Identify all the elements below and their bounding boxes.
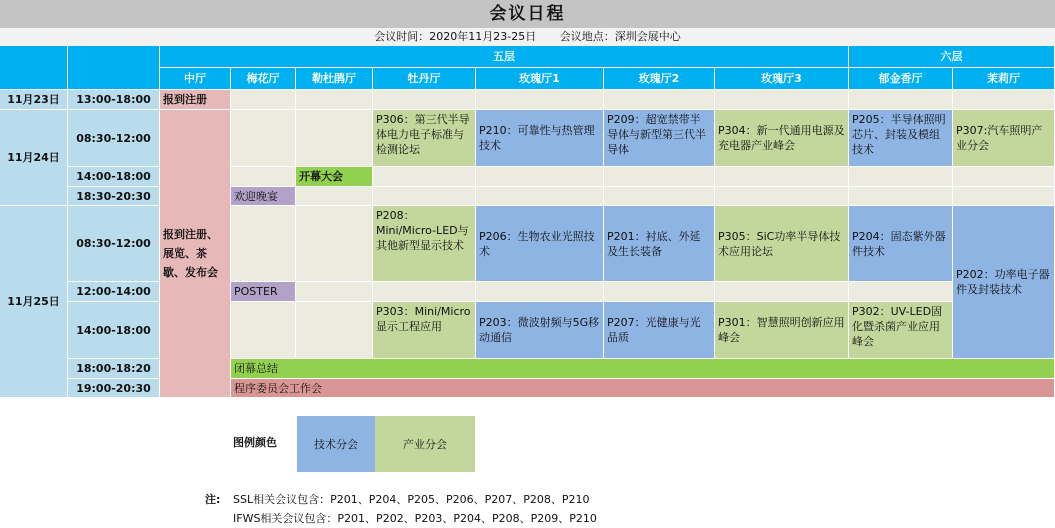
hall-header: 郁金香厅	[849, 68, 953, 90]
empty-cell	[296, 206, 373, 282]
empty-cell	[715, 282, 849, 302]
session-p205: P205：半导体照明芯片、封装及模组技术	[849, 110, 953, 167]
page-title: 会议日程	[0, 0, 1055, 28]
time-label: 08:30-12:00	[68, 110, 160, 167]
empty-cell	[373, 90, 476, 110]
empty-cell	[373, 187, 476, 206]
time-label: 13:00-18:00	[68, 90, 160, 110]
session-p207: P207：光健康与光品质	[604, 302, 715, 359]
empty-cell	[373, 167, 476, 187]
session-p305: P305：SiC功率半导体技术应用论坛	[715, 206, 849, 282]
day-label: 11月24日	[0, 110, 68, 206]
empty-cell	[604, 90, 715, 110]
session-p301: P301：智慧照明创新应用峰会	[715, 302, 849, 359]
session-p210: P210：可靠性与热管理技术	[476, 110, 604, 167]
corner-time	[68, 46, 160, 90]
hall-header: 玫瑰厅2	[604, 68, 715, 90]
empty-cell	[953, 90, 1055, 110]
empty-cell	[715, 90, 849, 110]
meeting-info	[0, 28, 1055, 46]
session-p202: P202：功率电子器件及封装技术	[953, 206, 1055, 359]
event-registration: 报到注册	[160, 90, 231, 110]
hall-header: 梅花厅	[231, 68, 296, 90]
event-closing: 闭幕总结	[231, 359, 1055, 379]
empty-cell	[953, 167, 1055, 187]
session-p201: P201：衬底、外延及生长装备	[604, 206, 715, 282]
empty-cell	[476, 282, 604, 302]
hall-header: 中厅	[160, 68, 231, 90]
hall-header: 玫瑰厅1	[476, 68, 604, 90]
session-p209: P209：超宽禁带半导体与新型第三代半导体	[604, 110, 715, 167]
session-p306: P306：第三代半导体电力电子标准与检测论坛	[373, 110, 476, 167]
notes-label: 注:	[205, 493, 221, 506]
legend-industry: 产业分会	[375, 416, 475, 472]
empty-cell	[296, 110, 373, 167]
corner-day	[0, 46, 68, 90]
session-p206: P206：生物农业光照技术	[476, 206, 604, 282]
time-label: 18:30-20:30	[68, 187, 160, 206]
event-banquet: 欢迎晚宴	[231, 187, 296, 206]
empty-cell	[296, 282, 373, 302]
note-ifws: IFWS相关会议包含：P201、P202、P203、P204、P208、P209、P210	[233, 512, 597, 525]
meeting-place: 会议地点：深圳会展中心	[559, 30, 681, 43]
legend-tech: 技术分会	[297, 416, 375, 472]
empty-cell	[476, 90, 604, 110]
time-label: 12:00-14:00	[68, 282, 160, 302]
session-p304: P304：新一代通用电源及充电器产业峰会	[715, 110, 849, 167]
session-p307: P307:汽车照明产业分会	[953, 110, 1055, 167]
day-label: 11月23日	[0, 90, 68, 110]
empty-cell	[231, 90, 296, 110]
session-p208: P208：Mini/Micro-LED与其他新型显示技术	[373, 206, 476, 282]
empty-cell	[849, 167, 953, 187]
empty-cell	[604, 187, 715, 206]
empty-cell	[849, 90, 953, 110]
floor-5-header: 五层	[160, 46, 849, 68]
empty-cell	[231, 302, 296, 359]
empty-cell	[953, 187, 1055, 206]
hall-header: 茉莉厅	[953, 68, 1055, 90]
time-label: 14:00-18:00	[68, 167, 160, 187]
empty-cell	[849, 187, 953, 206]
session-p204: P204：固态紫外器件技术	[849, 206, 953, 282]
hall-header: 牡丹厅	[373, 68, 476, 90]
event-opening: 开幕大会	[296, 167, 373, 187]
event-poster: POSTER	[231, 282, 296, 302]
empty-cell	[296, 302, 373, 359]
hall-header: 勒杜鹃厅	[296, 68, 373, 90]
time-label: 14:00-18:00	[68, 302, 160, 359]
floor-6-header: 六层	[849, 46, 1055, 68]
empty-cell	[296, 90, 373, 110]
empty-cell	[604, 282, 715, 302]
hall-header: 玫瑰厅3	[715, 68, 849, 90]
time-label: 18:00-18:20	[68, 359, 160, 379]
empty-cell	[715, 187, 849, 206]
event-committee: 程序委员会工作会	[231, 379, 1055, 398]
session-p302: P302：UV-LED固化暨杀菌产业应用峰会	[849, 302, 953, 359]
empty-cell	[476, 167, 604, 187]
empty-cell	[231, 110, 296, 167]
empty-cell	[604, 167, 715, 187]
empty-cell	[715, 167, 849, 187]
empty-cell	[476, 187, 604, 206]
empty-cell	[296, 187, 373, 206]
legend-label: 图例颜色	[233, 436, 277, 449]
empty-cell	[849, 282, 953, 302]
event-main-hall: 报到注册、展览、茶歇、发布会	[160, 110, 231, 398]
time-label: 19:00-20:30	[68, 379, 160, 398]
empty-cell	[231, 167, 296, 187]
empty-cell	[231, 206, 296, 282]
empty-cell	[373, 282, 476, 302]
note-ssl: SSL相关会议包含：P201、P204、P205、P206、P207、P208、P210	[233, 493, 590, 506]
session-p303: P303：Mini/Micro显示工程应用	[373, 302, 476, 359]
session-p203: P203：微波射频与5G移动通信	[476, 302, 604, 359]
meeting-time: 会议时间：2020年11月23-25日	[374, 30, 537, 43]
time-label: 08:30-12:00	[68, 206, 160, 282]
day-label: 11月25日	[0, 206, 68, 398]
